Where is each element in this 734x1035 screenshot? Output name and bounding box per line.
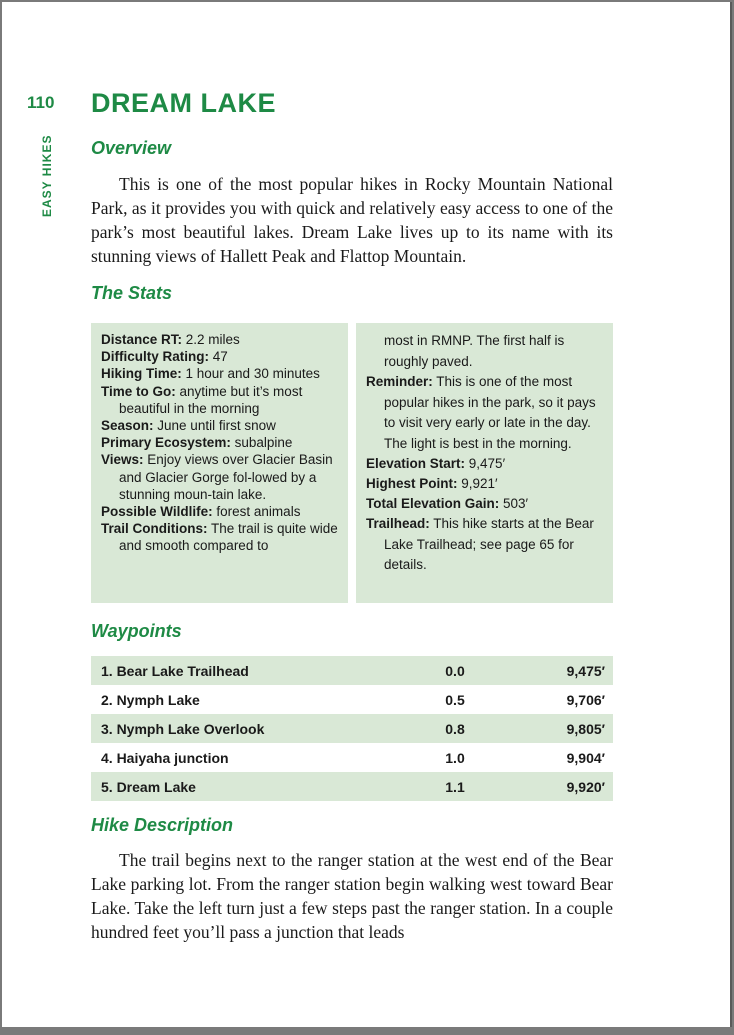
stat-value: subalpine <box>230 435 293 451</box>
stat-highest-point <box>366 474 605 494</box>
stat-difficulty <box>101 348 340 365</box>
stat-value: 1 hour and 30 minutes <box>181 366 320 382</box>
stat-value: 9,921′ <box>457 476 498 491</box>
stat-label: Total Elevation Gain: <box>366 496 500 511</box>
waypoint-elevation: 9,904′ <box>566 749 605 766</box>
stat-value: This is one of the most popular hikes in the park, so it pays to visit very early or late in the day. The light is best in the morning. <box>384 374 596 451</box>
waypoint-elevation: 9,920′ <box>505 772 613 801</box>
stat-value: 503′ <box>499 496 529 511</box>
stat-total-elevation-gain <box>366 494 605 514</box>
stat-label: Views: <box>101 452 144 468</box>
waypoint-name: 4. Haiyaha junction <box>101 749 229 766</box>
stat-hiking-time <box>101 365 340 382</box>
waypoint-elevation: 9,805′ <box>505 714 613 743</box>
stat-label: Difficulty Rating: <box>101 349 209 365</box>
stat-label: Primary Ecosystem: <box>101 435 231 451</box>
stats-box-left <box>91 323 348 603</box>
table-row <box>91 714 613 743</box>
hike-description-heading: Hike Description <box>91 815 234 835</box>
stat-ecosystem <box>101 434 340 451</box>
waypoint-name: 3. Nymph Lake Overlook <box>91 714 405 743</box>
table-row <box>91 685 613 714</box>
stat-label: Hiking Time: <box>101 366 182 382</box>
waypoints-table <box>91 656 613 801</box>
stat-label: Season: <box>101 418 154 434</box>
overview-heading: Overview <box>91 138 172 158</box>
stat-value: anytime but it’s most beautiful in the morning <box>119 383 303 416</box>
stat-time-to-go <box>101 383 340 417</box>
stat-label: Reminder: <box>366 374 433 389</box>
waypoints-heading: Waypoints <box>91 621 182 641</box>
stat-label: Time to Go: <box>101 383 176 399</box>
stat-value: June until first snow <box>153 418 276 434</box>
stats-box-right <box>356 323 613 603</box>
waypoint-name: 2. Nymph Lake <box>101 691 200 708</box>
waypoint-elevation: 9,475′ <box>505 656 613 685</box>
stat-label: Elevation Start: <box>366 456 466 471</box>
waypoint-distance: 1.0 <box>445 749 465 766</box>
stat-season <box>101 417 340 434</box>
stats-heading: The Stats <box>91 283 173 303</box>
stat-trailhead <box>366 514 605 576</box>
stat-value: forest animals <box>212 504 301 520</box>
stat-reminder <box>366 372 605 454</box>
stat-value: 47 <box>209 349 228 365</box>
stat-label: Distance RT: <box>101 332 183 347</box>
table-row <box>91 772 613 801</box>
page-number: 110 <box>27 93 55 112</box>
stat-wildlife <box>101 503 340 520</box>
waypoint-elevation: 9,706′ <box>566 691 605 708</box>
waypoint-distance: 0.5 <box>445 691 465 708</box>
stat-label: Trailhead: <box>366 516 430 531</box>
book-page <box>2 2 732 1027</box>
stat-value: 2.2 miles <box>182 332 240 347</box>
stat-value: Enjoy views over Glacier Basin and Glacier Gorge fol-lowed by a stunning moun-tain lake. <box>119 452 333 502</box>
table-row <box>91 656 613 685</box>
stat-label: Trail Conditions: <box>101 521 208 537</box>
waypoint-name: 5. Dream Lake <box>91 772 405 801</box>
table-row <box>91 743 613 772</box>
waypoint-distance: 0.8 <box>405 714 505 743</box>
stat-label: Highest Point: <box>366 476 458 491</box>
waypoint-name: 1. Bear Lake Trailhead <box>91 656 405 685</box>
page-title: DREAM LAKE <box>91 88 276 118</box>
chapter-side-label: EASY HIKES <box>40 134 54 217</box>
stat-label: Possible Wildlife: <box>101 504 213 520</box>
stat-value: 9,475′ <box>465 456 506 471</box>
stat-views <box>101 451 340 503</box>
overview-text: This is one of the most popular hikes in Rocky Mountain National Park, as it provides you with quick and relatively easy access to one of the park’s most beautiful lakes. Dream Lake lives up to its name with its stunning views of Hallett Peak and Flattop Mountain. <box>91 174 613 266</box>
stat-value: The trail is quite wide and smooth compared to <box>119 521 338 554</box>
stat-elevation-start <box>366 454 605 474</box>
stat-trail-conditions <box>101 520 340 554</box>
stat-value: This hike starts at the Bear Lake Trailhead; see page 65 for details. <box>384 516 594 572</box>
hike-description-text: The trail begins next to the ranger station at the west end of the Bear Lake parking lot. From the ranger station begin walking west toward Bear Lake. Take the left turn just a few steps past the ranger station. In a couple hundred feet you’ll pass a junction that leads <box>91 850 613 942</box>
stat-distance <box>101 331 340 348</box>
stat-trail-conditions-continued: most in RMNP. The first half is roughly paved. <box>384 333 565 369</box>
waypoint-distance: 1.1 <box>405 772 505 801</box>
waypoint-distance: 0.0 <box>405 656 505 685</box>
